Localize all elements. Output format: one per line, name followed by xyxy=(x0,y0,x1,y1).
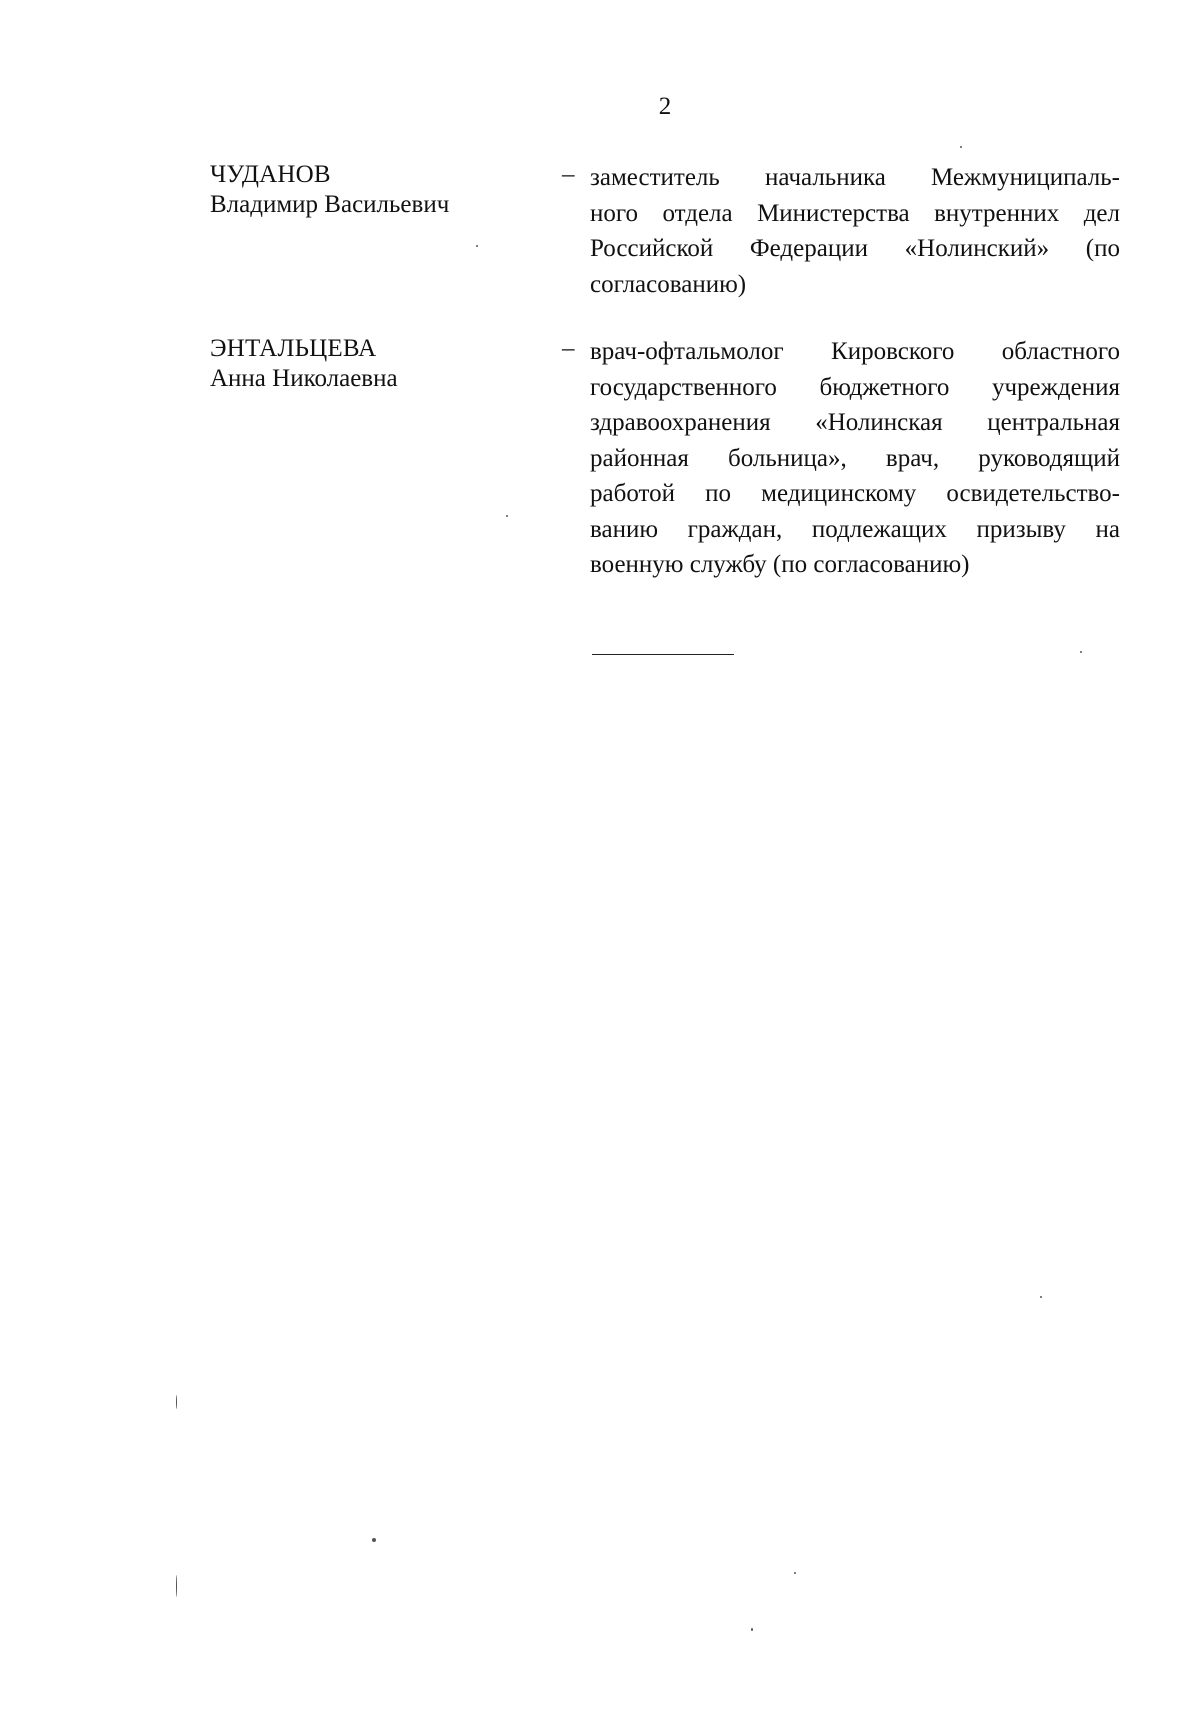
scan-speck xyxy=(794,1572,796,1574)
member-given-names: Анна Николаевна xyxy=(210,365,398,392)
scan-speck xyxy=(476,245,478,247)
member-position xyxy=(590,160,1120,302)
position-line: согласованию) xyxy=(590,270,747,298)
member-position xyxy=(590,334,1120,583)
member-name-block xyxy=(210,160,540,220)
page-number: 2 xyxy=(658,93,672,120)
member-surname: ЭНТАЛЬЦЕВА xyxy=(210,335,377,362)
position-line: ного отдела Министерства внутренних дел xyxy=(590,199,1120,227)
position-line: врач-офтальмолог Кировского областного xyxy=(590,338,1120,365)
member-given-names: Владимир Васильевич xyxy=(210,191,450,218)
separator-dash: – xyxy=(562,335,575,362)
scan-speck xyxy=(176,1395,177,1409)
scan-speck xyxy=(372,1538,376,1542)
scan-speck xyxy=(1080,651,1082,653)
position-line: районная больница», врач, руководящий xyxy=(590,444,1120,472)
end-of-list-rule xyxy=(592,654,734,655)
position-line: заместитель начальника Межмуниципаль- xyxy=(590,164,1120,191)
position-line: ванию граждан, подлежащих призыву на xyxy=(590,515,1120,543)
scan-speck xyxy=(960,146,962,148)
position-line: Российской Федерации «Нолинский» (по xyxy=(590,235,1120,262)
scan-speck xyxy=(751,1628,753,1631)
member-name-block xyxy=(210,334,540,394)
position-line: государственного бюджетного учреждения xyxy=(590,373,1120,401)
scan-speck xyxy=(506,515,508,517)
position-line: военную службу (по согласованию) xyxy=(590,551,970,578)
position-line: работой по медицинскому освидетельство- xyxy=(590,480,1120,507)
position-line: здравоохранения «Нолинская центральная xyxy=(590,409,1120,436)
scan-speck xyxy=(176,1575,177,1597)
separator-dash: – xyxy=(562,161,575,188)
scan-speck xyxy=(1040,1296,1042,1298)
member-surname: ЧУДАНОВ xyxy=(210,161,331,188)
